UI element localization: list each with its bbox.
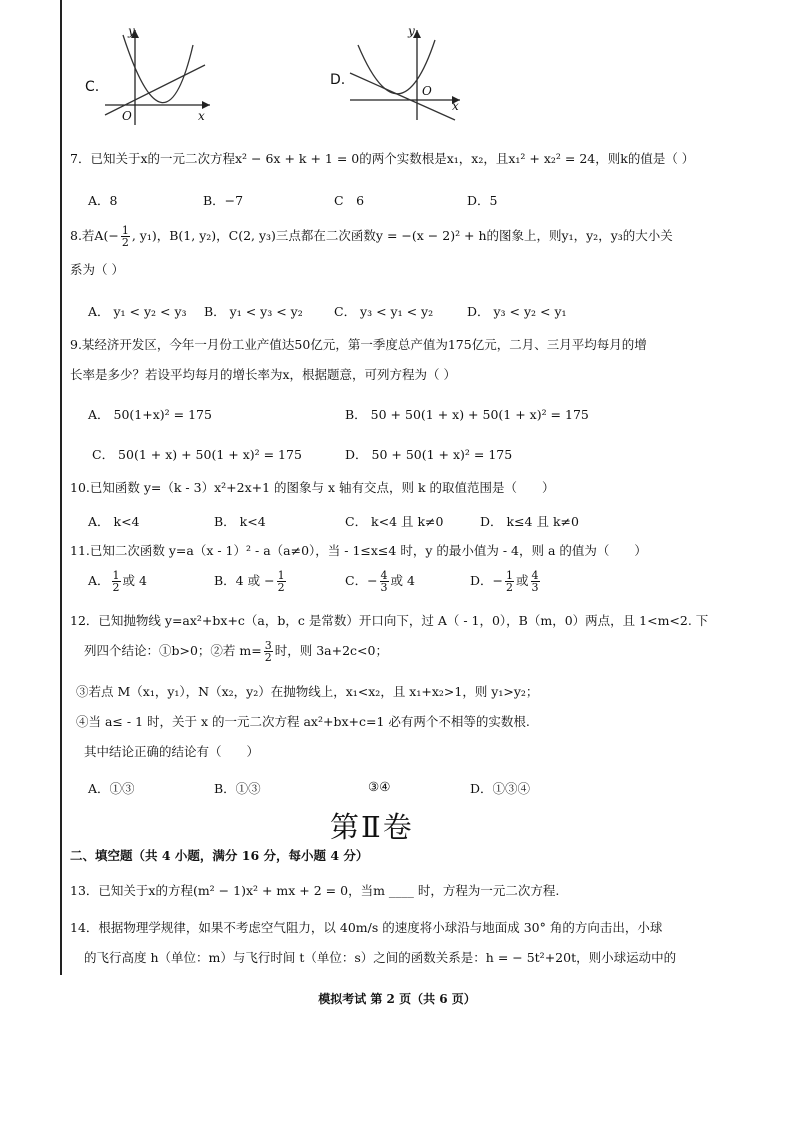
q9-option-c: C． 50(1 + x) + 50(1 + x)² = 175 — [92, 447, 302, 462]
q13-stem: 13．已知关于x的方程(m² − 1)x² + mx + 2 = 0，当m ____ 时，方程为一元二次方程. — [70, 883, 560, 898]
section-heading: 第Ⅱ卷 — [330, 810, 414, 844]
graph-c-origin-label: O — [122, 109, 132, 123]
graph-d-y-label: y — [408, 24, 415, 38]
graph-d-plot — [330, 25, 465, 125]
section-subheading: 二、填空题（共 4 小题，满分 16 分，每小题 4 分） — [70, 848, 369, 863]
q11-stem: 11.已知二次函数 y=a（x - 1）² - a（a≠0），当 - 1≤x≤4 时，y 的最小值为 - 4，则 a 的值为（ ） — [70, 543, 647, 558]
q11-option-c: C．− $\frac{4}{3}$ 或 4 — [345, 569, 415, 594]
graph-d-label: D. — [330, 72, 346, 88]
q12-option-d: D．①③④ — [470, 781, 531, 796]
q12-stem-question: 其中结论正确的结论有（ ） — [84, 744, 260, 759]
graph-d-x-label: x — [452, 99, 459, 113]
q12-statement-3: ③若点 M（x₁，y₁），N（x₂，y₂）在抛物线上，x₁<x₂，且 x₁+x₂>1，则 y₁>y₂； — [76, 684, 539, 699]
q10-option-a: A． k<4 — [88, 514, 140, 529]
q8-point-a-pre: (− — [103, 228, 119, 243]
q9-stem-line2: 长率是多少？若设平均每月的增长率为x，根据题意，可列方程为（ ） — [70, 367, 457, 382]
graph-c-y-label: y — [128, 24, 135, 38]
graph-c — [85, 25, 215, 134]
binding-margin-line — [60, 0, 62, 975]
q12-option-b: B．①③ — [214, 781, 261, 796]
q8-option-a: A． y₁ < y₂ < y₃ — [88, 304, 187, 319]
q9-option-d: D． 50 + 50(1 + x)² = 175 — [345, 447, 513, 462]
q10-option-c: C． k<4 且 k≠0 — [345, 514, 444, 529]
q10-stem: 10.已知函数 y=（k - 3）x²+2x+1 的图象与 x 轴有交点，则 k 的取值范围是（ ） — [70, 480, 555, 495]
q10-option-b: B． k<4 — [214, 514, 266, 529]
q9-option-a: A． 50(1+x)² = 175 — [88, 407, 212, 422]
q7-option-a: A．8 — [88, 193, 118, 208]
q9-option-b: B． 50 + 50(1 + x) + 50(1 + x)² = 175 — [345, 407, 589, 422]
graph-c-label: C. — [85, 79, 100, 95]
q7-option-c: C 6 — [334, 193, 365, 208]
q11-option-a: A． $\frac{1}{2}$ 或 4 — [88, 569, 147, 594]
graph-c-plot — [85, 25, 215, 130]
q12-option-c: ③④ — [368, 779, 391, 794]
q14-stem-line2: 的飞行高度 h（单位：m）与飞行时间 t（单位：s）之间的函数关系是：h = − 5t²+20t，则小球运动中的 — [84, 950, 677, 965]
q7-stem: 7．已知关于x的一元二次方程x² − 6x + k + 1 = 0的两个实数根是x₁，x₂，且x₁² + x₂² = 24，则k的值是（ ） — [70, 151, 695, 166]
q8-stem — [70, 225, 673, 248]
q8-stem-rest: ，B(1, y₂)，C(2, y₃)三点都在二次函数y = −(x − 2)² + h的图象上，则y₁，y₂，y₃的大小关 — [156, 228, 673, 243]
page-footer: 模拟考试 第 2 页（共 6 页） — [318, 992, 476, 1006]
q12-statement-4: ④当 a≤ - 1 时，关于 x 的一元二次方程 ax²+bx+c=1 必有两个不相等的实数根. — [76, 714, 530, 729]
q7-option-d: D．5 — [467, 193, 498, 208]
q8-option-c: C． y₃ < y₁ < y₂ — [334, 304, 434, 319]
q11-option-d: D．− $\frac{1}{2}$ 或 $\frac{4}{3}$ — [470, 569, 539, 594]
q8-point-a-post: , y₁) — [131, 228, 157, 243]
q9-stem-line1: 9.某经济开发区，今年一月份工业产值达50亿元，第一季度总产值为175亿元，二月、三月平均每月的增 — [70, 337, 647, 352]
q8-stem-start: 8.若A — [70, 228, 104, 243]
q8-option-b: B． y₁ < y₃ < y₂ — [204, 304, 303, 319]
q12-option-a: A．①③ — [88, 781, 135, 796]
q8-stem-cont: 系为（ ） — [70, 262, 124, 277]
graph-d — [330, 25, 465, 129]
q8-option-d: D． y₃ < y₂ < y₁ — [467, 304, 567, 319]
graph-d-origin-label: O — [422, 84, 432, 98]
q7-option-b: B．−7 — [203, 193, 244, 208]
q11-option-b: B．4 或 − $\frac{1}{2}$ — [214, 569, 285, 594]
q8-fraction: $\frac{1}{2}$ — [121, 224, 129, 249]
q10-option-d: D． k≤4 且 k≠0 — [480, 514, 579, 529]
graph-c-x-label: x — [198, 109, 205, 123]
q14-stem-line1: 14．根据物理学规律，如果不考虑空气阻力，以 40m/s 的速度将小球沿与地面成 30° 角的方向击出，小球 — [70, 920, 663, 935]
q12-stem-line1: 12．已知抛物线 y=ax²+bx+c（a，b，c 是常数）开口向下，过 A（ - 1，0），B（m，0）两点，且 1<m<2. 下 — [70, 613, 709, 628]
q12-stem-line2: 列四个结论：①b>0；②若 m= $\frac{3}{2}$ 时，则 3a+2c<0； — [84, 639, 388, 664]
